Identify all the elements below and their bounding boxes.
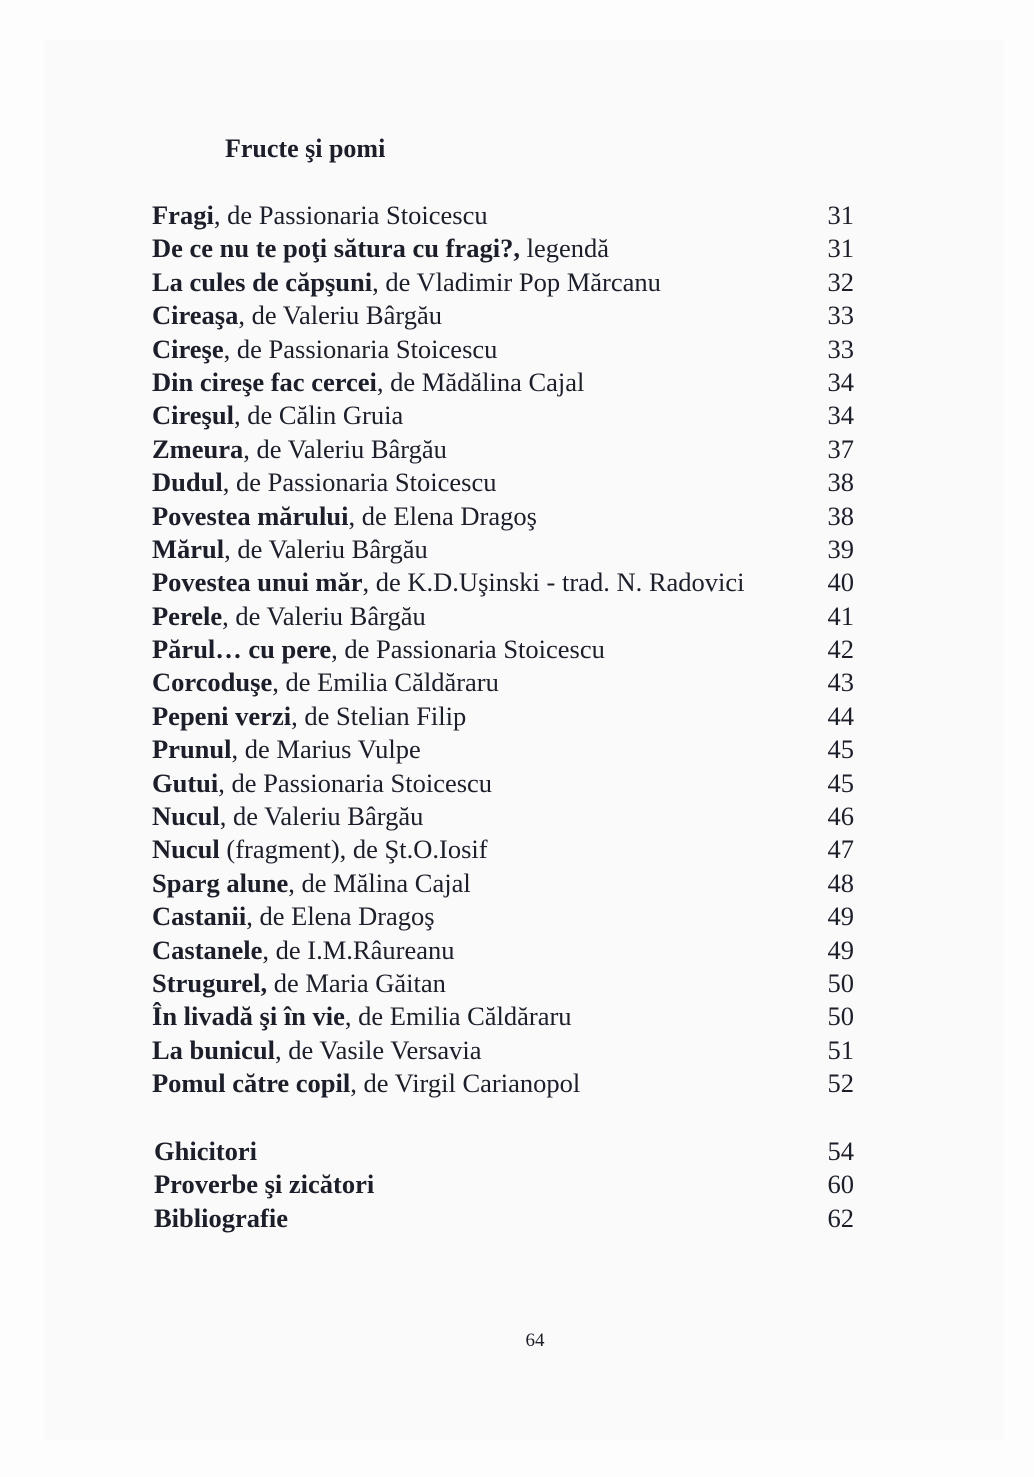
entry-bold-title: Strugurel, <box>152 967 268 998</box>
toc-entry <box>152 600 854 633</box>
entry-page: 47 <box>827 834 854 865</box>
entry-bold-title: Dudul <box>152 467 223 498</box>
toc-entry <box>152 533 854 566</box>
toc-entry <box>152 1000 854 1033</box>
entry-author: , de Passionaria Stoicescu <box>223 333 498 364</box>
entry-author: , de Mădălina Cajal <box>376 366 585 397</box>
entry-bold-title: De ce nu te poţi sătura cu fragi?, <box>152 233 520 264</box>
entry-bold-title: Părul… cu pere <box>152 634 332 665</box>
entry-title <box>152 433 447 466</box>
entry-bold-title: La bunicul <box>152 1034 275 1065</box>
entry-title <box>152 399 403 432</box>
toc-entry <box>152 500 854 533</box>
toc-entry <box>152 1067 854 1100</box>
entry-author: , de Passionaria Stoicescu <box>218 767 493 798</box>
entry-bold-title: Pepeni verzi <box>152 700 292 731</box>
entry-bold-title: Pomul către copil <box>152 1068 351 1099</box>
entry-author: , de Elena Dragoş <box>348 500 537 531</box>
entry-bold-title: Nucul <box>152 834 220 865</box>
entry-page: 33 <box>827 300 854 331</box>
entry-bold-title: Zmeura <box>152 433 244 464</box>
entry-page: 31 <box>827 200 854 230</box>
entry-bold-title: Cireaşa <box>152 300 239 331</box>
entry-page: 60 <box>827 1169 854 1200</box>
toc-entry <box>154 1135 854 1168</box>
entry-page: 45 <box>827 734 854 765</box>
entry-page: 37 <box>827 433 854 464</box>
entry-bold-title: Perele <box>152 600 223 631</box>
entry-page: 33 <box>827 333 854 364</box>
entry-title <box>154 1202 288 1235</box>
entry-bold-title: Castanii <box>152 901 247 932</box>
toc-entry <box>152 833 854 866</box>
entry-title <box>152 232 609 265</box>
entry-page: 38 <box>827 467 854 498</box>
entry-page: 38 <box>827 500 854 531</box>
entry-title <box>152 767 492 800</box>
toc-entry <box>152 366 854 399</box>
entry-author: , de Valeriu Bârgău <box>219 801 424 832</box>
toc-entry <box>152 700 854 733</box>
entry-author: , de Călin Gruia <box>233 400 404 431</box>
entry-page: 31 <box>827 233 854 264</box>
toc-entry <box>152 867 854 900</box>
toc-entry <box>152 399 854 432</box>
toc-entry <box>152 433 854 466</box>
entry-page: 34 <box>827 366 854 397</box>
entry-author: , de I.M.Râureanu <box>262 934 455 965</box>
entry-page: 41 <box>827 600 854 631</box>
toc-entry <box>152 299 854 332</box>
toc-entry <box>152 466 854 499</box>
entry-author: , de Mălina Cajal <box>288 867 471 898</box>
toc-extras <box>154 1135 854 1235</box>
entry-author: (fragment), de Şt.O.Iosif <box>219 834 488 865</box>
entry-author: , de Valeriu Bârgău <box>224 533 428 564</box>
entry-bold-title: Din cireşe fac cercei <box>152 366 377 397</box>
entry-title <box>154 1135 257 1168</box>
entry-author: , de Marius Vulpe <box>231 734 421 765</box>
entry-title <box>152 900 435 933</box>
entry-page: 51 <box>827 1034 854 1065</box>
entry-title <box>152 566 745 599</box>
entry-author: , de K.D.Uşinski - trad. N. Radovici <box>362 567 745 598</box>
entry-title <box>152 666 499 699</box>
entry-title <box>152 1000 572 1033</box>
entry-title <box>152 500 537 533</box>
entry-author: , de Vladimir Pop Mărcanu <box>372 266 661 297</box>
entry-bold-title: Fragi <box>152 200 214 230</box>
entry-title <box>152 533 428 566</box>
entry-page: 46 <box>827 801 854 832</box>
entry-bold-title: Gutui <box>152 767 219 798</box>
entry-page: 40 <box>827 567 854 598</box>
entry-title <box>152 867 471 900</box>
toc-entry <box>154 1202 854 1235</box>
toc-entry <box>152 266 854 299</box>
entry-bold-title: Cireşe <box>152 333 224 364</box>
entry-title <box>152 266 661 299</box>
entry-title <box>152 633 605 666</box>
entry-bold-title: Mărul <box>152 533 225 564</box>
entry-author: , de Valeriu Bârgău <box>222 600 426 631</box>
entry-title <box>152 800 423 833</box>
entry-title <box>152 366 584 399</box>
entry-bold-title: În livadă şi în vie <box>152 1001 345 1032</box>
toc-entry <box>152 333 854 366</box>
entry-bold-title: Nucul <box>152 801 220 832</box>
entry-page: 54 <box>827 1136 854 1166</box>
entry-bold-title: Prunul <box>152 734 232 765</box>
toc-entry <box>152 967 854 1000</box>
entry-bold-title: Proverbe şi zicători <box>154 1169 375 1200</box>
entry-bold-title: Ghicitori <box>154 1136 258 1166</box>
entry-author: , de Elena Dragoş <box>246 901 435 932</box>
entry-page: 50 <box>827 967 854 998</box>
entry-page: 39 <box>827 533 854 564</box>
entry-author: , de Stelian Filip <box>291 700 467 731</box>
entry-author: de Maria Găitan <box>267 967 446 998</box>
entry-author: , de Vasile Versavia <box>275 1034 482 1065</box>
entry-title <box>152 833 488 866</box>
toc-entry <box>152 733 854 766</box>
entry-bold-title: Bibliografie <box>154 1202 288 1233</box>
entry-bold-title: Povestea unui măr <box>152 567 363 598</box>
page-number: 64 <box>525 1330 545 1351</box>
entry-page: 49 <box>827 934 854 965</box>
entry-title <box>152 1034 482 1067</box>
entry-page: 62 <box>827 1202 854 1233</box>
entry-bold-title: Corcoduşe <box>152 667 273 698</box>
entry-bold-title: Sparg alune <box>152 867 289 898</box>
entry-author: , de Passionaria Stoicescu <box>213 200 488 230</box>
entry-author: , de Passionaria Stoicescu <box>222 467 497 498</box>
toc-entry <box>152 900 854 933</box>
entry-bold-title: Povestea mărului <box>152 500 349 531</box>
toc-entry <box>152 666 854 699</box>
entry-author: , de Emilia Căldăraru <box>272 667 499 698</box>
entry-author: , de Virgil Carianopol <box>350 1068 581 1099</box>
section-title: Fructe şi pomi <box>225 134 386 163</box>
entry-author: legendă <box>520 233 610 264</box>
toc-entry <box>152 1034 854 1067</box>
toc-entry <box>152 199 854 232</box>
entry-page: 44 <box>827 700 854 731</box>
entry-title <box>152 967 446 1000</box>
entry-page: 52 <box>827 1068 854 1099</box>
toc-entry <box>152 767 854 800</box>
entry-page: 49 <box>827 901 854 932</box>
toc-entry <box>152 934 854 967</box>
toc-entry <box>152 566 854 599</box>
entry-page: 42 <box>827 634 854 665</box>
entry-bold-title: Castanele <box>152 934 263 965</box>
entry-title <box>152 199 488 232</box>
entry-title <box>154 1168 374 1201</box>
entry-author: , de Valeriu Bârgău <box>238 300 442 331</box>
entry-title <box>152 1067 580 1100</box>
entry-title <box>152 299 442 332</box>
entry-bold-title: Cireşul <box>152 400 234 431</box>
toc-entry <box>152 800 854 833</box>
entry-page: 48 <box>827 867 854 898</box>
entry-page: 32 <box>827 266 854 297</box>
entry-title <box>152 934 454 967</box>
entry-title <box>152 600 426 633</box>
entry-page: 45 <box>827 767 854 798</box>
entry-title <box>152 733 421 766</box>
entry-title <box>152 466 497 499</box>
entry-page: 43 <box>827 667 854 698</box>
entry-bold-title: La cules de căpşuni <box>152 266 373 297</box>
toc-list <box>152 199 854 1101</box>
entry-author: , de Emilia Căldăraru <box>344 1001 572 1032</box>
toc-entry <box>152 633 854 666</box>
toc-entry <box>152 232 854 265</box>
entry-page: 50 <box>827 1001 854 1032</box>
toc-entry <box>154 1168 854 1201</box>
entry-page: 34 <box>827 400 854 431</box>
entry-author: , de Passionaria Stoicescu <box>331 634 605 665</box>
entry-title <box>152 700 466 733</box>
entry-author: , de Valeriu Bârgău <box>243 433 447 464</box>
entry-title <box>152 333 497 366</box>
